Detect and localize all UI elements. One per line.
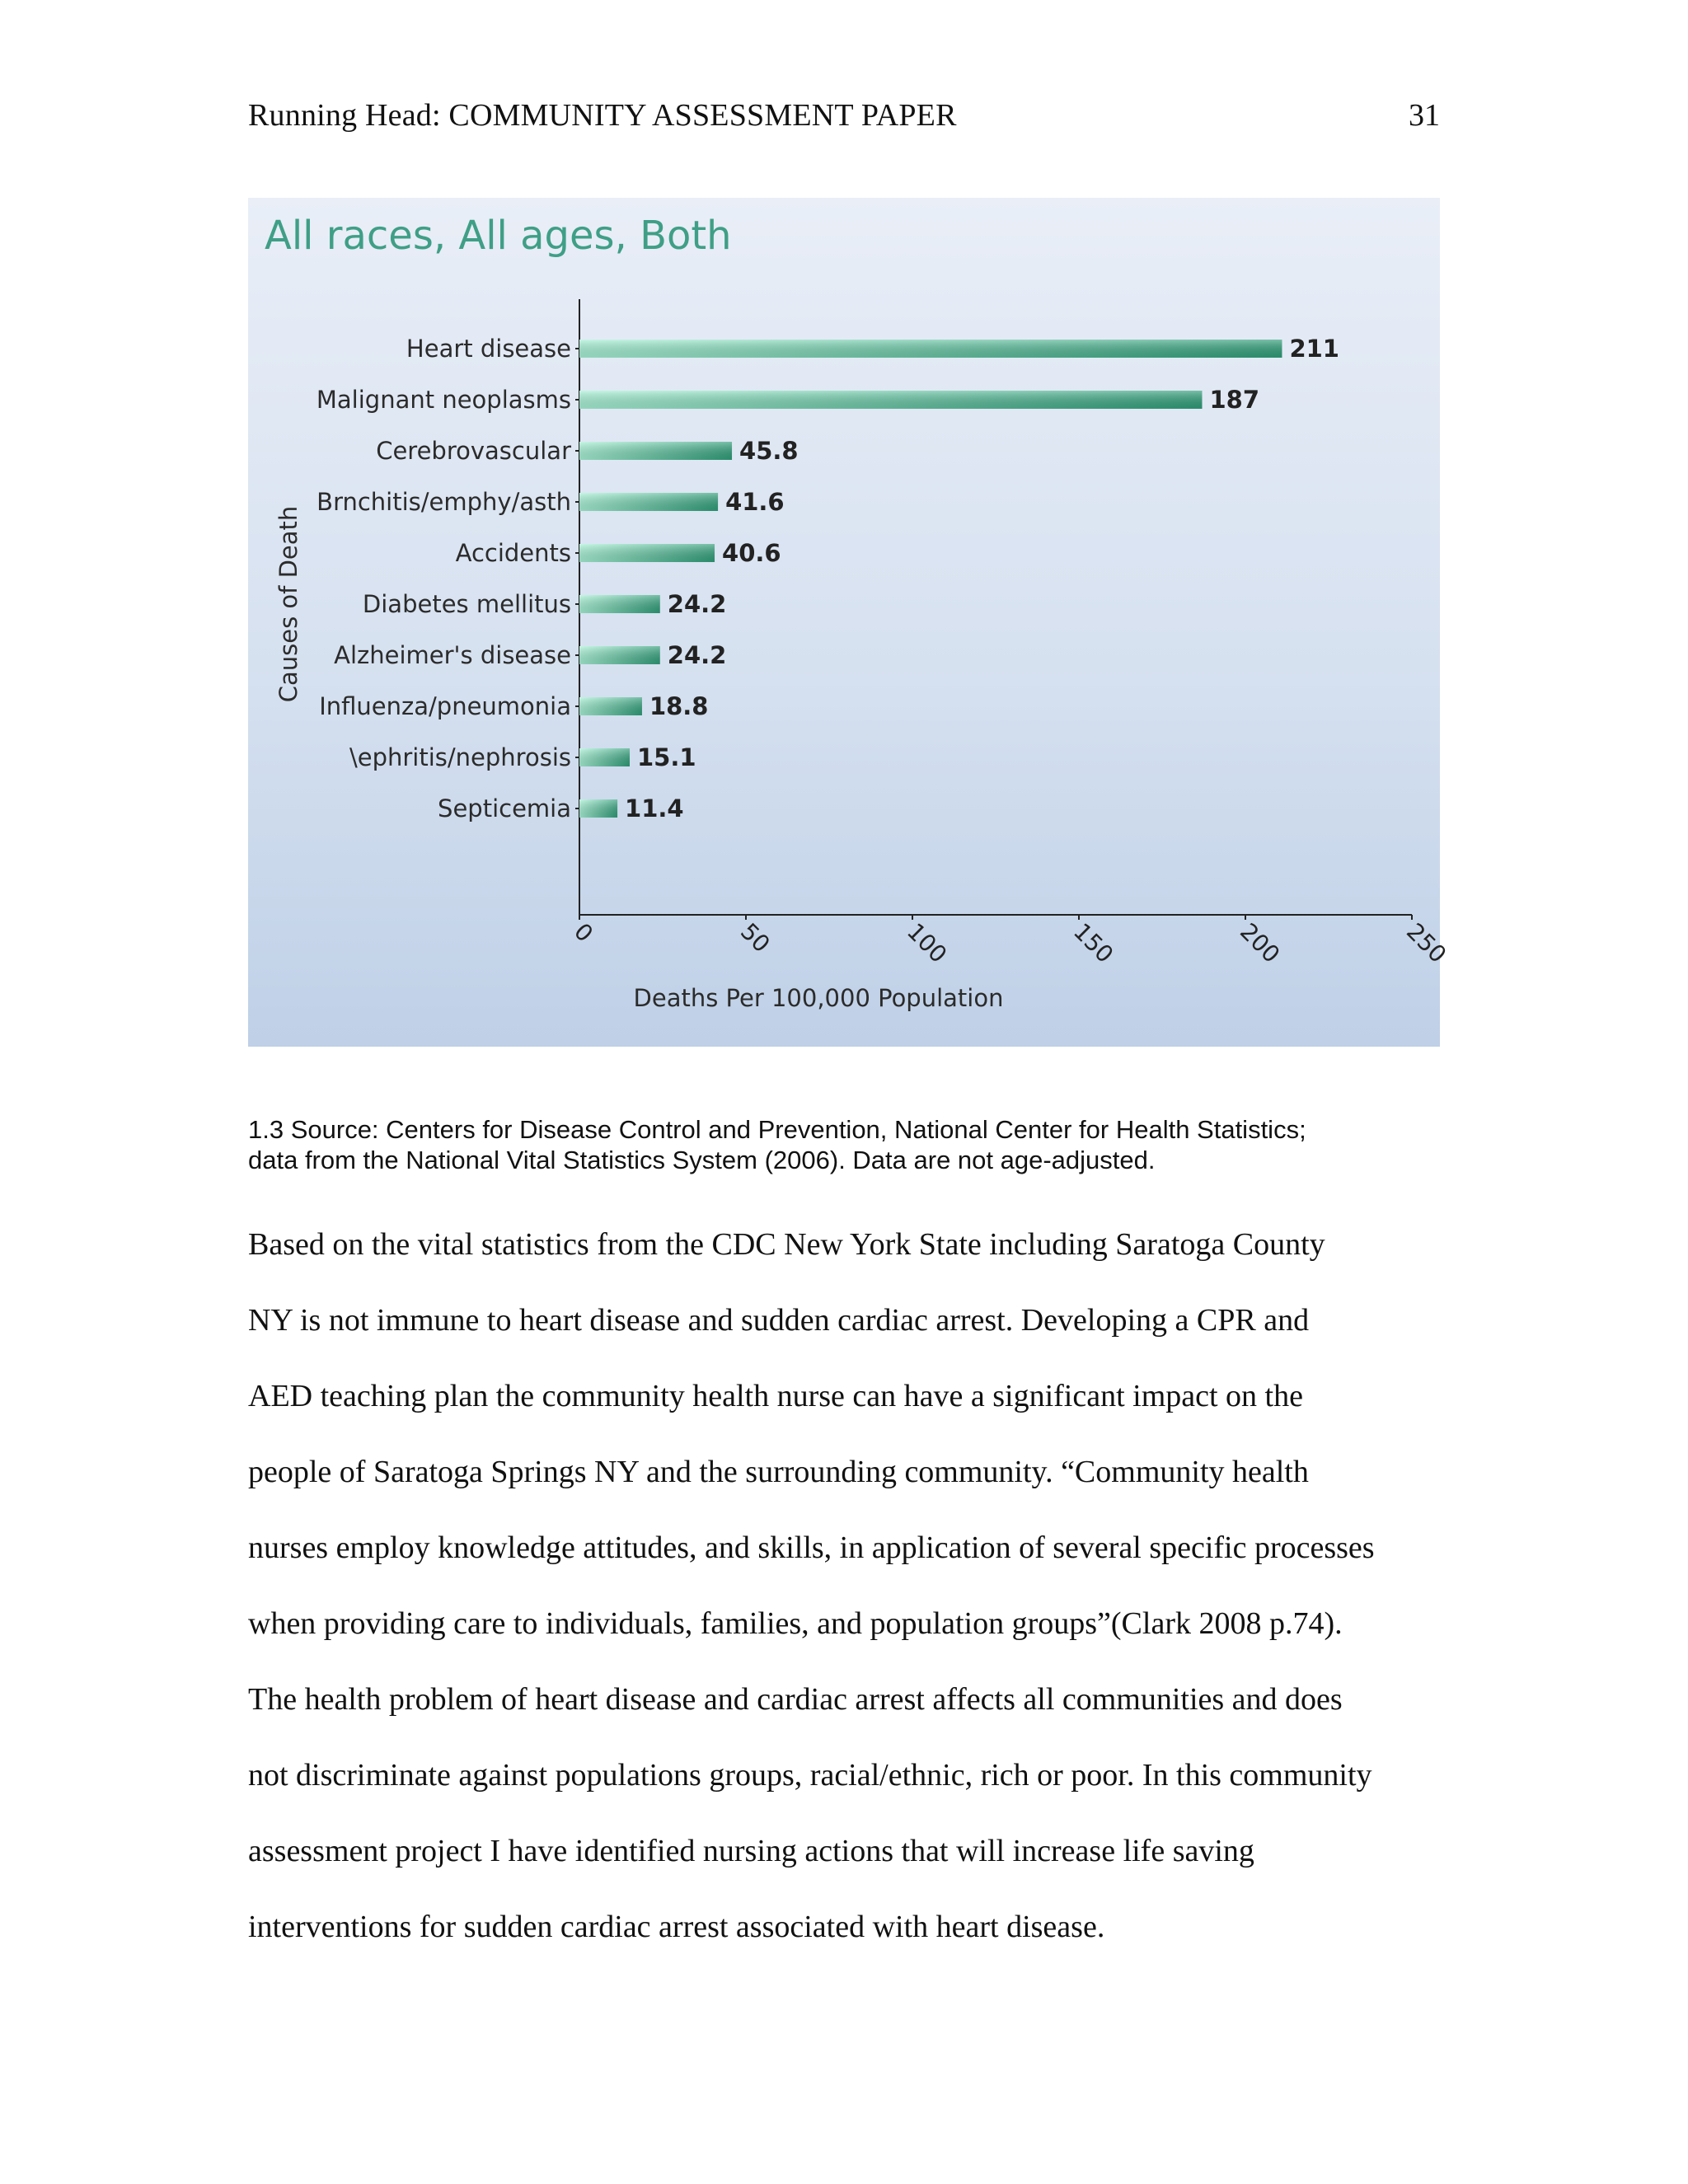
bar-shade <box>579 340 1282 358</box>
bar-shade <box>579 493 718 511</box>
paragraph-line: The health problem of heart disease and cardiac arrest affects all communities and does <box>248 1682 1343 1717</box>
category-label: Septicemia <box>438 794 571 823</box>
paragraph-line: assessment project I have identified nursing actions that will increase life saving <box>248 1834 1254 1868</box>
paragraph-line: NY is not immune to heart disease and sudden cardiac arrest. Developing a CPR and <box>248 1303 1310 1338</box>
category-label: Alzheimer's disease <box>334 641 571 669</box>
category-label: Heart disease <box>406 335 571 363</box>
page-number: 31 <box>1409 98 1440 133</box>
paragraph-line: AED teaching plan the community health nurse can have a significant impact on the <box>248 1379 1303 1413</box>
x-tick-label: 0 <box>569 917 598 948</box>
value-label: 24.2 <box>667 590 727 618</box>
caption-line: data from the National Vital Statistics System (2006). Data are not age-adjusted. <box>248 1146 1156 1174</box>
bar-shade <box>579 799 617 818</box>
category-label: Cerebrovascular <box>376 437 571 465</box>
caption-line: 1.3 Source: Centers for Disease Control and Prevention, National Center for Health Statistics; <box>248 1115 1306 1144</box>
body-paragraph <box>248 1207 1451 1965</box>
bar-shade <box>579 646 660 664</box>
value-label: 41.6 <box>725 488 785 516</box>
chart-title: All races, All ages, Both <box>265 213 732 259</box>
value-label: 187 <box>1209 386 1260 414</box>
x-axis-title: Deaths Per 100,000 Population <box>633 984 1004 1012</box>
value-label: 40.6 <box>722 539 781 567</box>
paragraph-line: when providing care to individuals, families, and population groups”(Clark 2008 p.74). <box>248 1606 1343 1641</box>
value-label: 24.2 <box>667 641 727 669</box>
chart-panel <box>248 198 1452 1047</box>
x-tick-label: 150 <box>1068 917 1119 968</box>
paragraph-line: nurses employ knowledge attitudes, and skills, in application of several specific processes <box>248 1530 1375 1565</box>
x-tick-label: 200 <box>1235 917 1286 968</box>
value-label: 11.4 <box>625 794 684 823</box>
x-tick-label: 100 <box>902 917 953 968</box>
y-axis-title: Causes of Death <box>274 505 302 703</box>
category-label: Accidents <box>455 539 571 567</box>
paragraph-line: interventions for sudden cardiac arrest associated with heart disease. <box>248 1910 1105 1944</box>
paragraph-line: people of Saratoga Springs NY and the surrounding community. “Community health <box>248 1455 1309 1489</box>
category-label: Influenza/pneumonia <box>319 692 571 720</box>
bar-shade <box>579 697 642 715</box>
paragraph-line: Based on the vital statistics from the CDC New York State including Saratoga County <box>248 1227 1325 1262</box>
bar-shade <box>579 544 715 562</box>
value-label: 45.8 <box>739 437 799 465</box>
category-label: Malignant neoplasms <box>316 386 571 414</box>
category-label: Diabetes mellitus <box>362 590 571 618</box>
category-label: Brnchitis/emphy/asth <box>316 488 571 516</box>
bar-shade <box>579 748 630 766</box>
value-label: 15.1 <box>637 743 696 771</box>
bar-shade <box>579 442 732 460</box>
bar-chart <box>248 198 1452 1047</box>
category-label: \ephritis/nephrosis <box>349 743 571 771</box>
figure-caption <box>248 1114 1440 1175</box>
value-label: 18.8 <box>649 692 709 720</box>
x-tick-label: 250 <box>1401 917 1452 968</box>
x-tick-label: 50 <box>735 917 776 958</box>
bar-shade <box>579 595 660 613</box>
bar-shade <box>579 391 1202 409</box>
value-label: 211 <box>1289 335 1339 363</box>
paragraph-line: not discriminate against populations groups, racial/ethnic, rich or poor. In this community <box>248 1758 1372 1793</box>
running-head: Running Head: COMMUNITY ASSESSMENT PAPER <box>248 98 957 133</box>
